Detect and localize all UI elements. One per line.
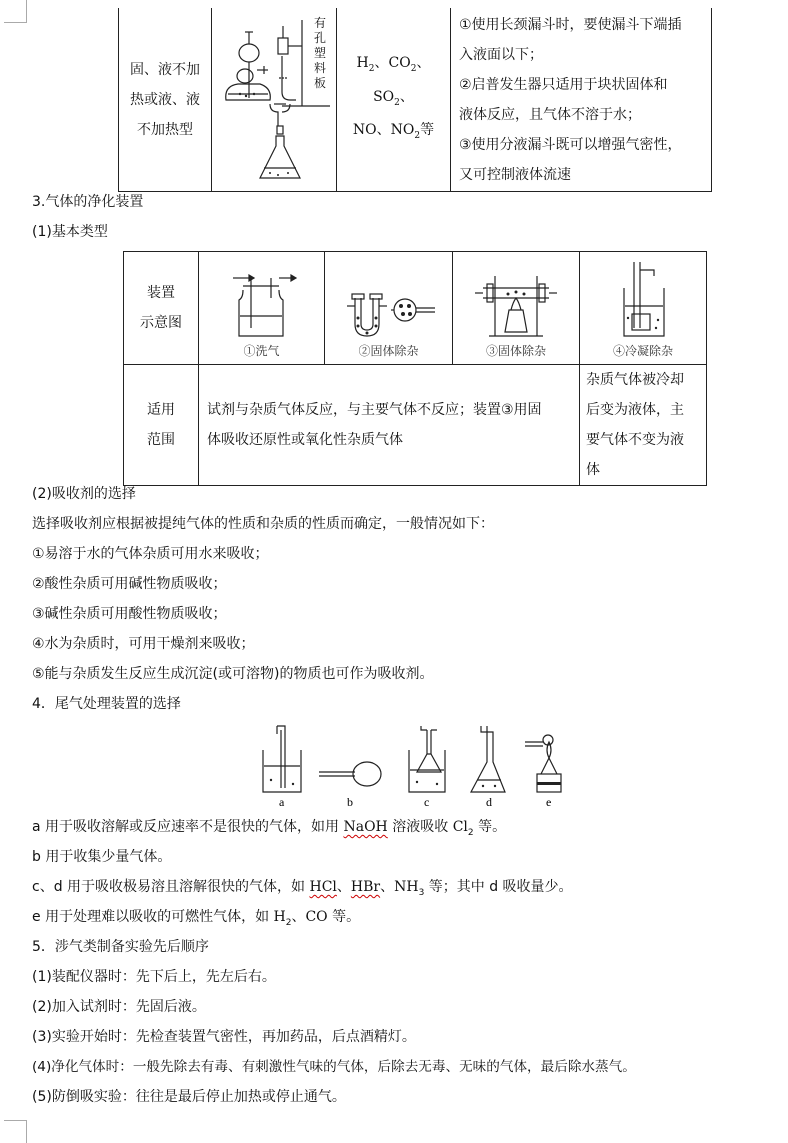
- fig-label-a: a: [279, 795, 285, 809]
- condense-scope-line: 要气体不变为液: [586, 432, 684, 448]
- note-line: 入液面以下；: [459, 46, 543, 63]
- caption-wash: ①洗气: [243, 343, 280, 358]
- order-item-4: (4)净化气体时：一般先除去有毒、有刺激性气味的气体，后除去无毒、无味的气体，最后除水蒸气。: [32, 1059, 636, 1075]
- tail-line-b: b 用于收集少量气体。: [32, 849, 172, 865]
- note-line: 液体反应，且气体不溶于水；: [459, 106, 641, 123]
- condenser-cell: [580, 252, 707, 365]
- absorbent-item-1: ①易溶于水的气体杂质可用水来吸收；: [32, 546, 269, 562]
- u-tube-and-drying-tube-figure: [325, 258, 452, 338]
- order-item-5: (5)防倒吸实验：往往是最后停止加热或停止通气。: [32, 1089, 346, 1105]
- plate-label: 有孔塑料板: [314, 16, 327, 90]
- absorbent-item-3: ③碱性杂质可用酸性物质吸收；: [32, 606, 227, 622]
- condense-scope-cell: [580, 365, 707, 486]
- tail-line-a: a 用于吸收溶解或反应速率不是很快的气体，如用 NaOH 溶液吸收 $Cl_2$ 等。: [32, 819, 507, 838]
- row1-label-2: 示意图: [140, 315, 182, 331]
- note-line: 又可控制液体流速: [459, 166, 571, 183]
- section5-title: 5．涉气类制备实验先后顺序: [32, 939, 209, 955]
- heated-tube-figure: [453, 258, 579, 338]
- condense-scope-line: 杂质气体被冷却: [586, 372, 684, 388]
- row1-label-cell: [124, 252, 199, 365]
- type-cell: [119, 8, 212, 192]
- section3-title: 3.气体的净化装置: [32, 194, 144, 210]
- fig-label-c: c: [424, 795, 430, 809]
- row1-label-1: 装置: [147, 285, 175, 301]
- purification-table: [123, 251, 707, 486]
- gases-list: $H_2$、$CO_2$、$SO_2$、 NO、$NO_2$等: [352, 54, 435, 142]
- note-line: ①使用长颈漏斗时，要使漏斗下端插: [459, 16, 682, 33]
- type-label: 固、液不加热或液、液不加热型: [130, 61, 200, 138]
- cold-trap-figure: [580, 258, 706, 338]
- row2-label-1: 适用: [147, 402, 175, 418]
- section3-sub2: (2)吸收剂的选择: [32, 486, 136, 502]
- tail-line-e: e 用于处理难以吸收的可燃性气体，如 $H_2$、CO 等。: [32, 909, 361, 928]
- u-tube-cell: [325, 252, 453, 365]
- fig-label-b: b: [347, 795, 353, 809]
- corner-mark-top-left: [4, 0, 27, 23]
- order-item-1: (1)装配仪器时：先下后上，先左后右。: [32, 969, 276, 985]
- caption-solid-2: ③固体除杂: [485, 343, 546, 358]
- note-line: ②启普发生器只适用于块状固体和: [459, 76, 668, 93]
- apparatus-cell: [212, 8, 337, 192]
- section3-intro: 选择吸收剂应根据被提纯气体的性质和杂质的性质而确定，一般情况如下：: [32, 516, 494, 532]
- condense-scope-line: 后变为液体，主: [586, 402, 684, 418]
- order-item-3: (3)实验开始时：先检查装置气密性，再加药品，后点酒精灯。: [32, 1029, 416, 1045]
- notes-cell: [451, 8, 712, 192]
- gases-cell: [337, 8, 451, 192]
- note-line: ③使用分液漏斗既可以增强气密性，: [459, 136, 682, 153]
- notes-list: [459, 10, 707, 190]
- scope-cell: [199, 365, 580, 486]
- section3-sub1: (1)基本类型: [32, 224, 108, 240]
- fig-label-e: e: [546, 795, 552, 809]
- tail-line-cd: c、d 用于吸收极易溶且溶解很快的气体，如 HCl、HBr、$NH_3$ 等；其中 d 吸收量少。: [32, 879, 573, 898]
- absorbent-item-4: ④水为杂质时，可用干燥剂来吸收；: [32, 636, 255, 652]
- scope-line-1: 试剂与杂质气体反应，与主要气体不反应；装置③用固: [207, 402, 542, 418]
- wash-bottle-cell: [199, 252, 325, 365]
- condense-scope-text: [586, 365, 700, 485]
- heated-tube-cell: [453, 252, 580, 365]
- caption-solid-1: ②固体除杂: [358, 343, 419, 358]
- fig-label-d: d: [486, 795, 492, 809]
- absorbent-item-2: ②酸性杂质可用碱性物质吸收；: [32, 576, 227, 592]
- tail-gas-figure: [255, 722, 575, 810]
- absorbent-item-5: ⑤能与杂质发生反应生成沉淀(或可溶物)的物质也可作为吸收剂。: [32, 666, 434, 682]
- row2-label-cell: [124, 365, 199, 486]
- row2-label-2: 范围: [147, 432, 175, 448]
- section4-title: 4．尾气处理装置的选择: [32, 696, 181, 712]
- scope-line-2: 体吸收还原性或氧化性杂质气体: [207, 432, 403, 448]
- order-item-2: (2)加入试剂时：先固后液。: [32, 999, 206, 1015]
- caption-condense: ④冷凝除杂: [612, 343, 673, 358]
- condense-scope-line: 体: [586, 462, 600, 478]
- wash-bottle-figure: [199, 258, 324, 338]
- generator-table: [118, 8, 712, 192]
